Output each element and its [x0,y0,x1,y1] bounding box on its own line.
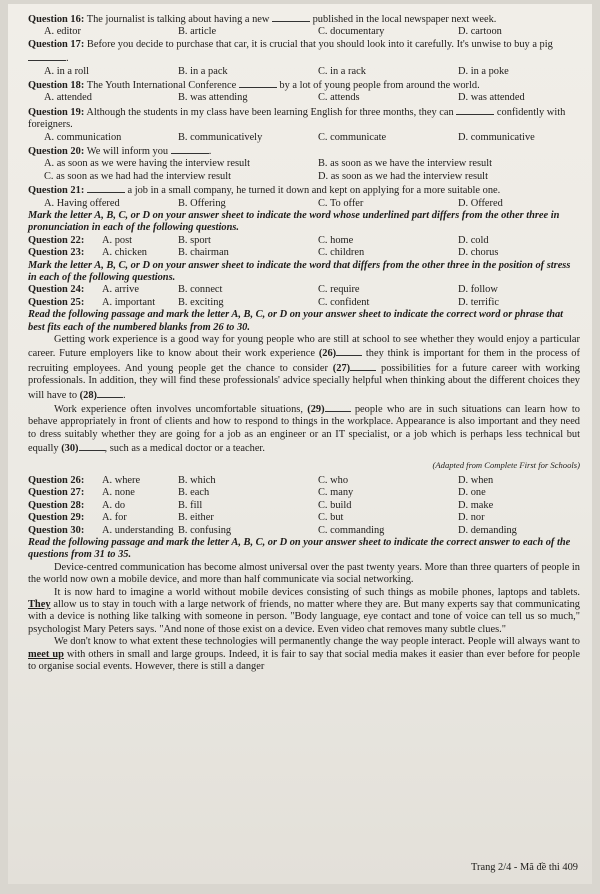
question-label: Question 21: [28,185,85,197]
section-instructions-cloze: Read the following passage and mark the letter A, B, C, or D on your answer sheet to indicate the correct word or phrase that best fits each of the numbered blanks from 26 to 30. [28,309,564,333]
option-a: A. none [102,487,135,499]
option-b: B. either [178,512,214,524]
option-b: B. article [178,26,217,38]
question-stem: confidently with foreigners. [28,106,566,131]
option-b: B. sport [178,234,211,246]
reading-paragraph-1: Device-centred communication has become almost universal over the past twenty years. More than three quarters of people in the world now own a mobile device, and more than half communicate via social networking. [28,561,580,586]
passage-text: people who are in such situations can learn how to behave appropriately in front of clients and how to respond to things in the workplace. Appearance is also important and they need to dress suitably whether they are going for a job as an engineer or an IT specialist, or a job which is perhaps less technical but equally [28,404,580,455]
option-c: C. To offer [318,197,364,209]
question-stem: a job in a small company, he turned it down and kept on applying for a more suitable one. [127,185,501,197]
section-instructions-pronunciation: Mark the letter A, B, C, or D on your answer sheet to indicate the word whose underlined part differs from the other three in pronunciation in each of the following questions. [28,209,560,234]
option-b: B. was attending [178,92,248,104]
blank-number: (26) [318,348,337,360]
option-d: D. make [458,499,494,511]
question-stem: by a lot of young people from around the world. [279,80,480,91]
option-c: C. who [318,475,349,487]
question-26 [28,475,580,487]
section-instructions-reading: Read the following passage and mark the letter A, B, C, or D on your answer sheet to indicate the correct answer to each of the questions from 31 to 35. [28,537,571,561]
question-27 [28,487,580,499]
passage-text: , such as a medical doctor or a teacher. [104,443,265,455]
question-label: Question 30: [28,524,85,536]
options-row [28,66,580,78]
question-label: Question 17: [28,38,85,50]
option-d: D. communicative [458,131,535,143]
passage-text: We don't know to what extent these technologies will permanently change the way people interact. People will always want to [54,636,580,648]
option-a: A. as soon as we were having the interview result [44,158,251,170]
passage-text: . [122,389,126,401]
question-stem: . [208,146,212,157]
option-a: A. important [102,296,156,308]
option-b: B. communicatively [178,131,263,143]
option-b: B. which [178,475,216,487]
option-d: D. Offered [458,197,503,209]
question-label: Question 25: [28,296,85,308]
option-b: B. in a pack [178,65,228,77]
blank-number: (27) [332,362,351,374]
question-18 [28,78,580,92]
option-b: B. chairman [178,247,229,259]
question-label: Question 20: [28,146,85,157]
option-a: A. in a roll [44,65,90,77]
options-row [28,92,580,104]
underlined-word: meet up [28,648,64,660]
option-d: D. terrific [458,296,499,308]
option-a: A. Having offered [44,197,120,209]
option-c: C. require [318,284,360,296]
passage-text: It is now hard to imagine a world without mobile devices consisting of such things as mobile phones, laptops and tablets. [54,586,580,598]
question-24 [28,284,580,296]
option-d: D. follow [458,284,498,296]
option-b: B. connect [178,284,223,296]
answer-blank [28,51,66,61]
option-c: C. but [318,512,344,524]
passage-source: (Adapted from Complete First for Schools) [432,459,580,470]
question-label: Question 29: [28,512,85,524]
answer-blank [272,12,310,22]
question-label: Question 24: [28,284,85,296]
answer-blank [239,78,277,88]
passage-text: Work experience often involves uncomfortable situations, [54,404,303,416]
question-stem: published in the local newspaper next week. [312,14,497,25]
option-c: C. documentary [318,26,385,38]
option-c: C. in a rack [318,65,366,77]
question-label: Question 18: [28,80,85,91]
option-c: C. many [318,487,354,499]
answer-blank [456,105,494,115]
exam-page [8,4,592,884]
option-d: D. cold [458,234,489,246]
option-a: A. understanding [102,524,174,536]
option-a: A. editor [44,26,81,38]
answer-blank [97,388,123,398]
options-row [28,158,580,170]
passage-text: they think is important for them in the process of recruiting employees. And young people get the chance to consider [28,348,580,374]
option-d: D. was attended [458,92,525,104]
passage-text: with others in small and large groups. Indeed, it is fair to say that social media makes it easier than ever before for people to organise social events. However, there is still a danger [28,648,580,673]
cloze-paragraph-1 [28,334,580,402]
question-21 [28,183,580,197]
question-22 [28,235,580,247]
question-label: Question 27: [28,487,85,499]
option-c: C. commanding [318,524,385,536]
answer-blank [350,361,376,371]
passage-text: Getting work experience is a good way for young people who are still at school to see whether they would enjoy a particular career. Future employers like to know about their work experience [28,333,580,360]
question-25 [28,297,580,309]
option-a: A. attended [44,92,92,104]
cloze-paragraph-2 [28,402,580,456]
option-c: C. communicate [318,131,387,143]
question-30 [28,525,580,537]
option-c: C. build [318,499,352,511]
question-label: Question 28: [28,499,85,511]
option-c: C. attends [318,92,360,104]
question-16 [28,12,580,26]
options-row [28,198,580,210]
option-b: B. as soon as we have the interview result [318,158,492,170]
option-d: D. chorus [458,247,499,259]
option-a: A. where [102,475,141,487]
question-stem: Although the students in my class have been learning English for three months, they can [86,106,454,118]
option-d: D. as soon as we had the interview result [318,170,488,182]
reading-paragraph-3 [28,636,580,673]
option-c: C. children [318,247,365,259]
option-d: D. one [458,487,486,499]
question-stem: The Youth International Conference [86,80,237,91]
option-d: D. when [458,475,494,487]
options-row [28,171,580,183]
option-a: A. do [102,499,126,511]
question-label: Question 22: [28,234,85,246]
blank-number: (29) [307,404,325,416]
option-b: B. fill [178,499,203,511]
answer-blank [325,402,351,412]
answer-blank [87,183,125,193]
option-c: C. as soon as we had had the interview result [44,170,231,182]
option-c: C. confident [318,296,370,308]
option-a: A. communication [44,131,122,143]
option-d: D. cartoon [458,26,502,38]
question-label: Question 16: [28,14,85,25]
option-d: D. nor [458,512,485,524]
question-stem: . [66,53,69,65]
option-d: D. in a poke [458,65,509,77]
option-d: D. demanding [458,524,517,536]
option-a: A. arrive [102,284,139,296]
blank-number: (30) [61,443,79,455]
options-row [28,132,580,144]
answer-blank [79,441,105,451]
question-stem: The journalist is talking about having a new [86,14,270,25]
question-28 [28,500,580,512]
option-b: B. each [178,487,210,499]
section-instructions-stress: Mark the letter A, B, C, or D on your answer sheet to indicate the word that differs from the other three in the position of stress in each of the following questions. [28,259,571,283]
option-b: B. confusing [178,524,232,536]
underlined-word: They [28,599,51,611]
reading-paragraph-2 [28,587,580,637]
passage-text: allow us to stay in touch with a large network of friends, no matter where they are. But many experts say that communicating with a device is nothing like talking with someone in person. "Body language, eye contact and tone of voice can tell us so much," psychologist Mary Peters says. "And none of those exist on a device. Even video chat removes many subtle clues." [28,599,580,635]
question-20 [28,144,580,158]
question-stem: We will inform you [86,146,169,157]
passage-text: possibilities for a future career with working professionals. In addition, they will find these professionals' advice specially helpful when thinking about the different choices they will have to [28,362,580,401]
page-footer: Trang 2/4 - Mã đề thi 409 [471,861,578,873]
option-c: C. home [318,234,354,246]
option-a: A. chicken [102,247,148,259]
question-19 [28,105,580,132]
question-label: Question 23: [28,247,85,259]
question-29 [28,512,580,524]
question-17 [28,39,580,66]
answer-blank [171,144,209,154]
question-stem: Before you decide to purchase that car, it is crucial that you should look into it carefully. It's unwise to buy a pig [86,38,553,50]
option-a: A. for [102,512,127,524]
options-row [28,26,580,38]
option-b: B. Offering [178,197,226,209]
question-23 [28,247,580,259]
blank-number: (28) [79,389,97,401]
question-label: Question 26: [28,475,85,487]
option-b: B. exciting [178,296,224,308]
question-label: Question 19: [28,106,85,118]
answer-blank [336,346,362,356]
option-a: A. post [102,234,133,246]
